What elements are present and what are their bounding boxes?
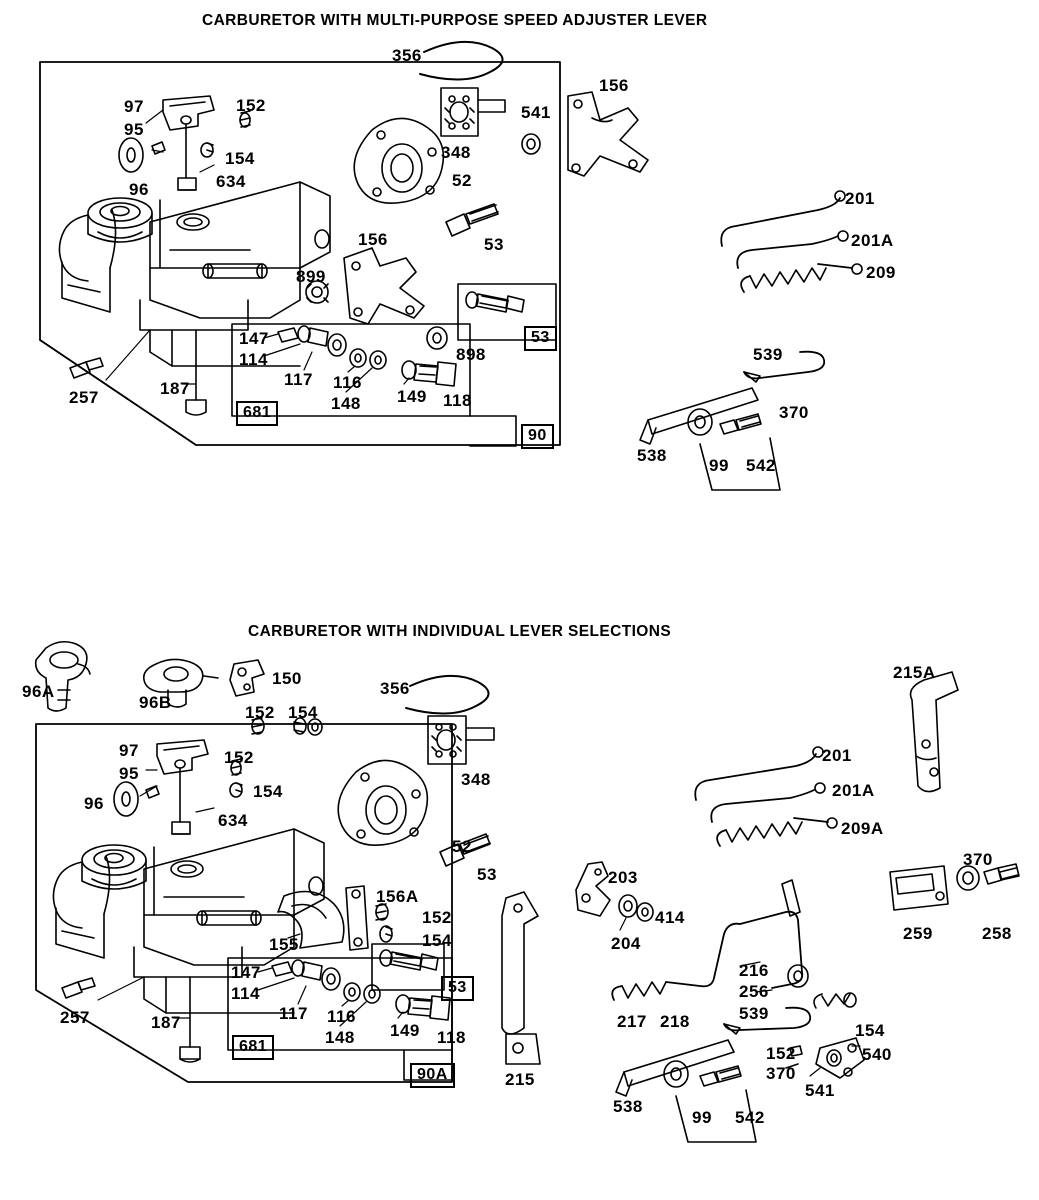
callout-356: 356 [392, 46, 422, 65]
callout-90-boxed: 90 [521, 424, 554, 449]
callout-256: 256 [739, 982, 769, 1001]
callout-204: 204 [611, 934, 641, 953]
callout-53-boxed: 53 [524, 326, 557, 351]
callout-538: 538 [637, 446, 667, 465]
callout-90a-boxed: 90A [410, 1063, 455, 1088]
callout-356-b: 356 [380, 679, 410, 698]
callout-201a: 201A [851, 231, 894, 250]
callout-96a: 96A [22, 682, 55, 701]
callout-156a: 156A [376, 887, 419, 906]
figure-title-bottom: CARBURETOR WITH INDIVIDUAL LEVER SELECTIONS [248, 623, 672, 640]
callout-257: 257 [69, 388, 99, 407]
callout-95: 95 [124, 120, 144, 139]
callout-634-b: 634 [218, 811, 248, 830]
callout-152: 152 [236, 96, 266, 115]
callout-259: 259 [903, 924, 933, 943]
callout-216: 216 [739, 961, 769, 980]
callout-114: 114 [239, 350, 268, 369]
callout-187-b: 187 [151, 1013, 181, 1032]
callout-154: 154 [225, 149, 255, 168]
callout-258: 258 [982, 924, 1012, 943]
callout-201: 201 [845, 189, 875, 208]
callout-118: 118 [443, 391, 472, 410]
callout-370-c: 370 [766, 1064, 796, 1083]
callout-154-top: 154 [288, 703, 318, 722]
callout-539: 539 [753, 345, 783, 364]
callout-542: 542 [746, 456, 776, 475]
callout-257-b: 257 [60, 1008, 90, 1027]
callout-152-b: 152 [224, 748, 254, 767]
callout-152-c: 152 [422, 908, 452, 927]
callout-370: 370 [779, 403, 809, 422]
callout-52-b: 52 [452, 837, 472, 856]
callout-348: 348 [441, 143, 471, 162]
callout-215a: 215A [893, 663, 936, 682]
callout-201a-b: 201A [832, 781, 875, 800]
callout-681-boxed: 681 [236, 401, 278, 426]
callout-681-boxed-b: 681 [232, 1035, 274, 1060]
callout-899: 899 [296, 267, 326, 286]
callout-898: 898 [456, 345, 486, 364]
callout-96b: 96B [139, 693, 172, 712]
callout-53: 53 [484, 235, 504, 254]
callout-634: 634 [216, 172, 246, 191]
callout-52: 52 [452, 171, 472, 190]
callout-116: 116 [333, 373, 362, 392]
callout-99: 99 [709, 456, 729, 475]
callout-149: 149 [397, 387, 427, 406]
callout-155: 155 [269, 935, 299, 954]
callout-156: 156 [599, 76, 629, 95]
callout-203: 203 [608, 868, 638, 887]
callout-152-d: 152 [766, 1044, 796, 1063]
callout-218: 218 [660, 1012, 690, 1031]
callout-370-b: 370 [963, 850, 993, 869]
callout-97-b: 97 [119, 741, 139, 760]
callout-117: 117 [284, 370, 313, 389]
callout-53-boxed-b: 53 [441, 976, 474, 1001]
callout-147: 147 [239, 329, 269, 348]
callout-154-b: 154 [253, 782, 283, 801]
callout-541: 541 [521, 103, 551, 122]
callout-117-b: 117 [279, 1004, 308, 1023]
callout-96: 96 [129, 180, 149, 199]
callout-149-b: 149 [390, 1021, 420, 1040]
callout-95-b: 95 [119, 764, 139, 783]
figure-title-top: CARBURETOR WITH MULTI-PURPOSE SPEED ADJUSTER LEVER [202, 12, 708, 29]
callout-348-b: 348 [461, 770, 491, 789]
callout-154-d: 154 [855, 1021, 885, 1040]
callout-539-b: 539 [739, 1004, 769, 1023]
callout-538-b: 538 [613, 1097, 643, 1116]
callout-201-b: 201 [822, 746, 852, 765]
callout-187: 187 [160, 379, 190, 398]
callout-148-b: 148 [325, 1028, 355, 1047]
callout-540: 540 [862, 1045, 892, 1064]
callout-414: 414 [655, 908, 685, 927]
callout-541-b: 541 [805, 1081, 835, 1100]
callout-118-b: 118 [437, 1028, 466, 1047]
callout-53-b: 53 [477, 865, 497, 884]
callout-96-b: 96 [84, 794, 104, 813]
callout-209: 209 [866, 263, 896, 282]
callout-154-c: 154 [422, 931, 452, 950]
callout-148: 148 [331, 394, 361, 413]
callout-542-b: 542 [735, 1108, 765, 1127]
callout-217: 217 [617, 1012, 647, 1031]
callout-147-b: 147 [231, 963, 261, 982]
callout-150: 150 [272, 669, 302, 688]
callout-215: 215 [505, 1070, 535, 1089]
callout-99-b: 99 [692, 1108, 712, 1127]
callout-156-mid: 156 [358, 230, 388, 249]
callout-114-b: 114 [231, 984, 260, 1003]
callout-152-top: 152 [245, 703, 275, 722]
callout-97: 97 [124, 97, 144, 116]
callout-209a: 209A [841, 819, 884, 838]
callout-116-b: 116 [327, 1007, 356, 1026]
